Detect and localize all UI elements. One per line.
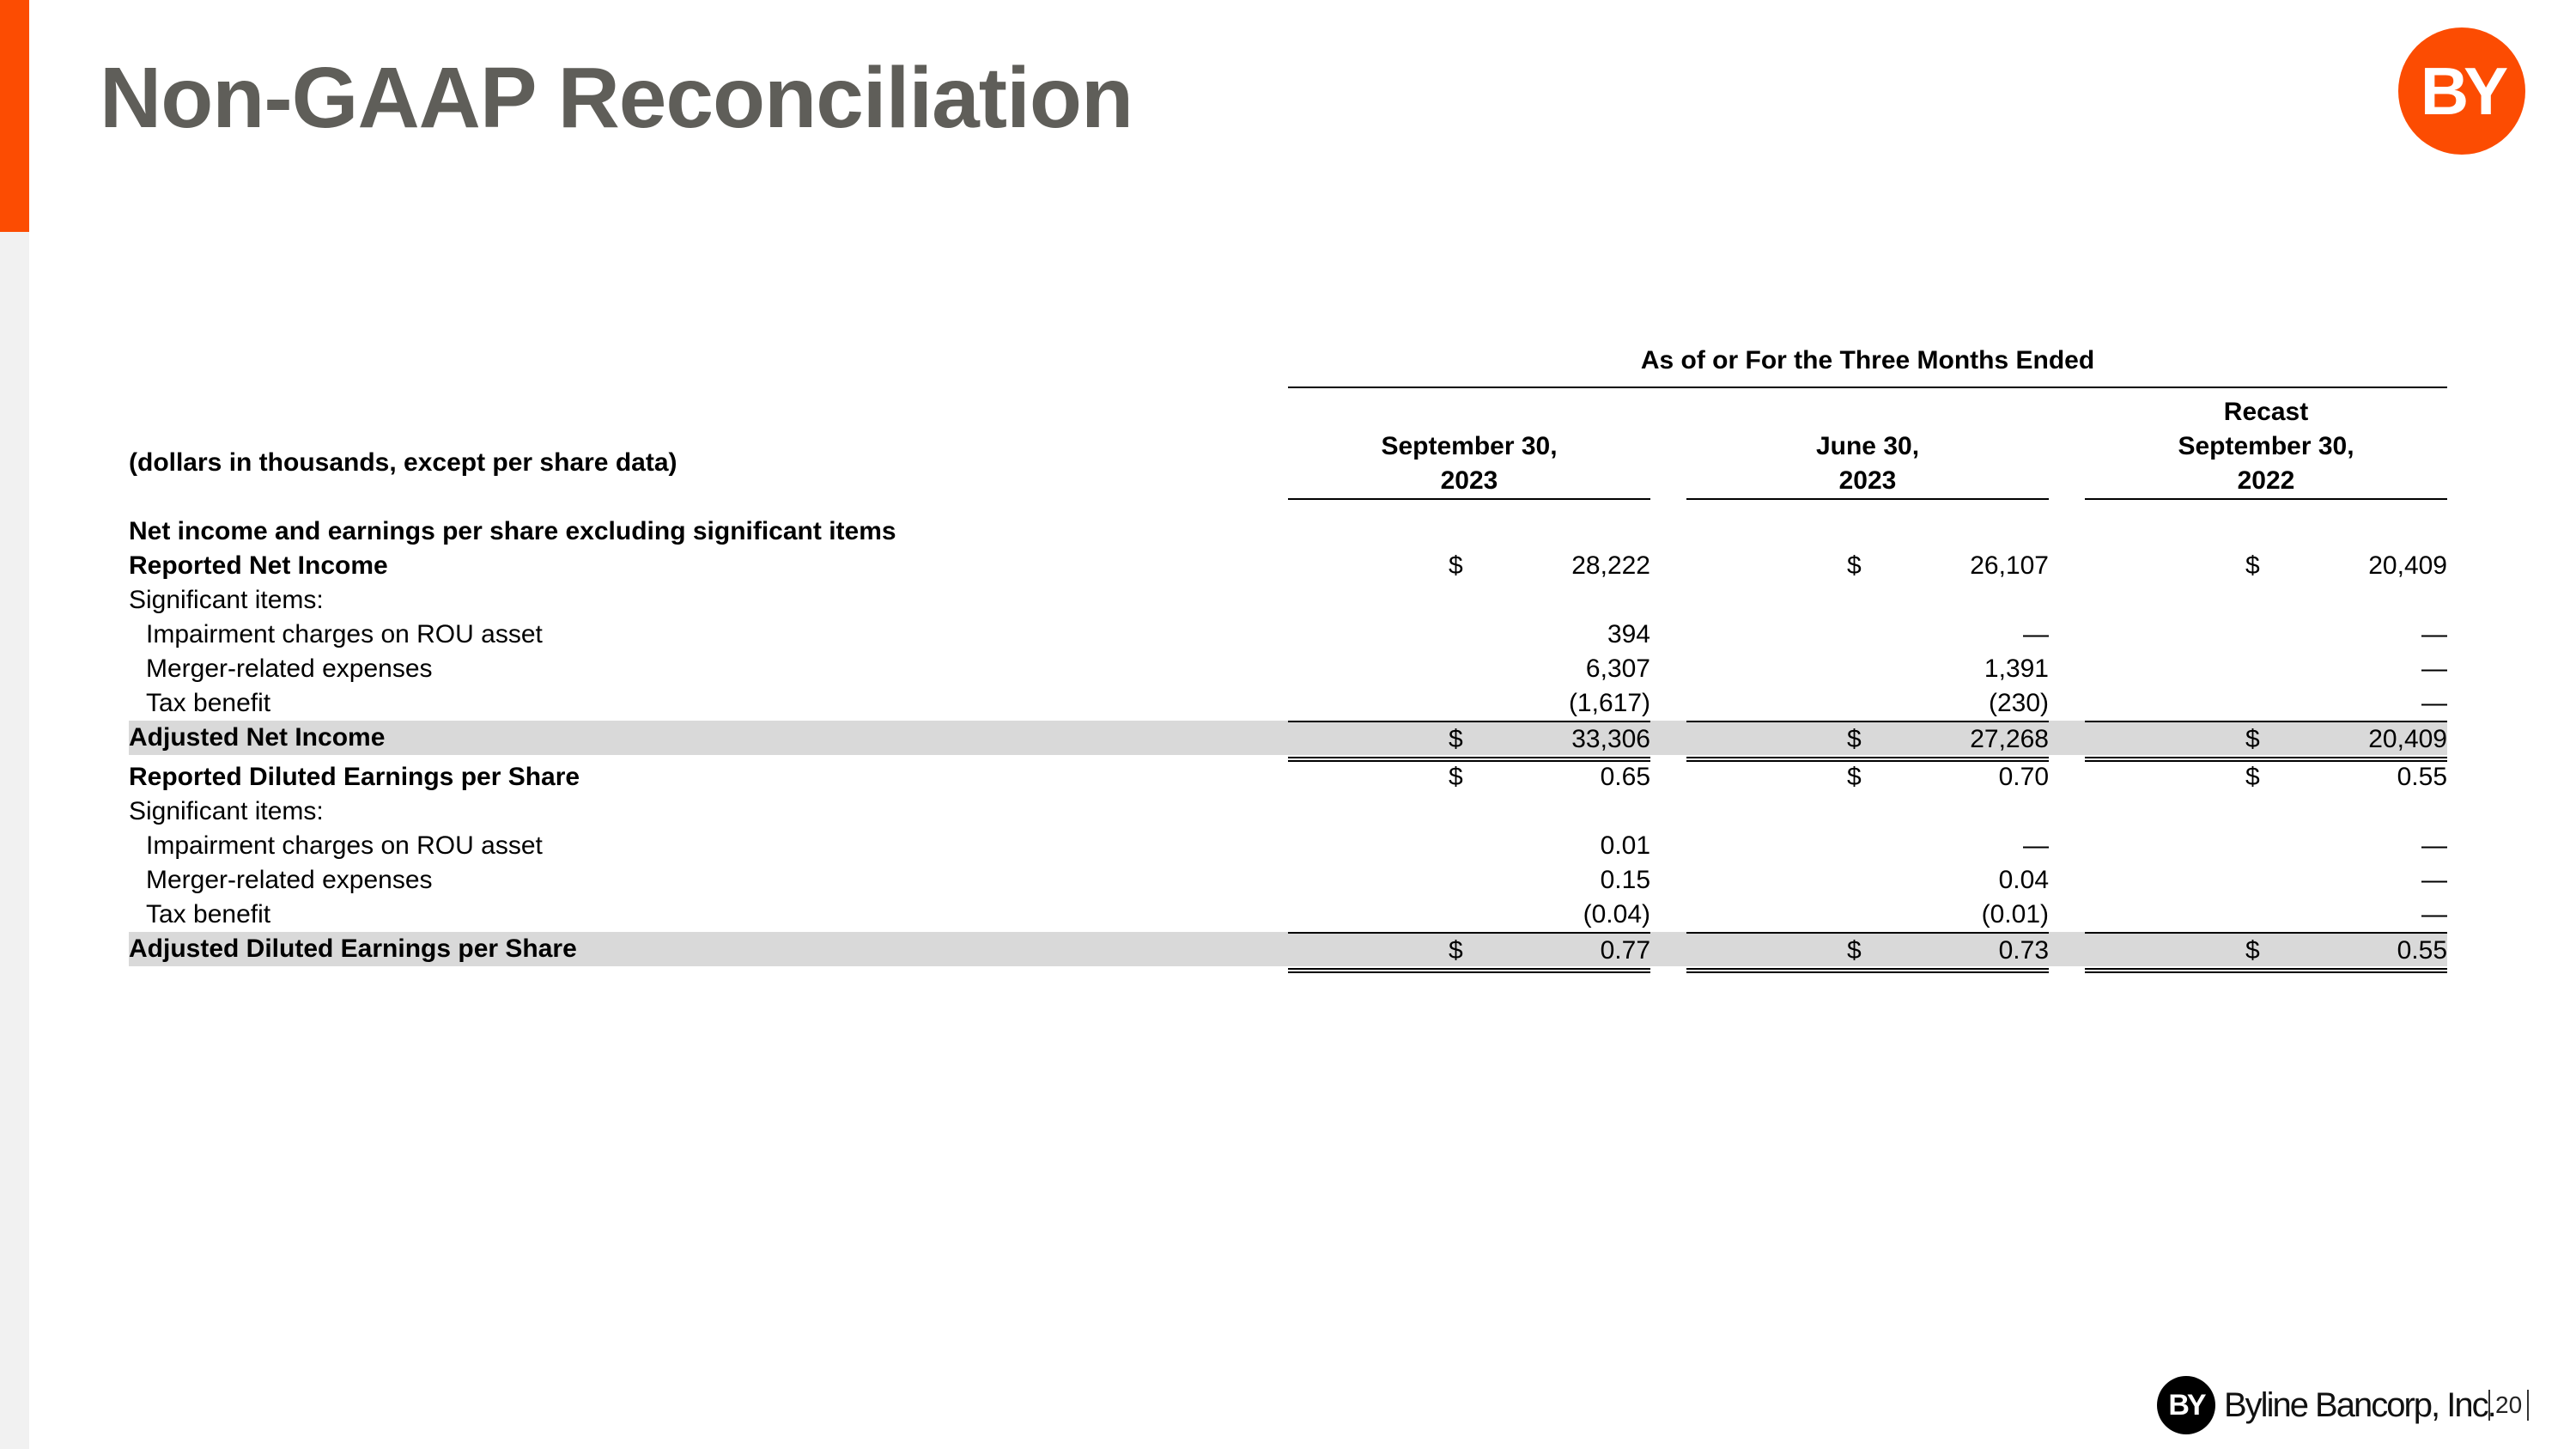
cell-value: 26,107 — [1970, 551, 2049, 580]
cell-value: 28,222 — [1571, 551, 1650, 580]
row-label: Significant items: — [129, 586, 324, 614]
total-row — [129, 932, 2447, 966]
value-cell — [1686, 829, 2049, 863]
column-group-header: As of or For the Three Months Ended — [1288, 344, 2447, 388]
page-title: Non-GAAP Reconciliation — [100, 50, 1133, 146]
value-cell — [2085, 863, 2447, 898]
footer-logo-icon: BY — [2157, 1376, 2215, 1434]
page-number: 20 — [2488, 1390, 2529, 1421]
column-header-line2: 2022 — [2237, 466, 2295, 495]
value-cell — [1288, 549, 1650, 583]
value-cell — [1288, 932, 1650, 973]
table-row — [129, 863, 2447, 898]
cell-value: 0.73 — [1998, 936, 2049, 965]
value-cell — [1288, 686, 1650, 721]
cell-value: 0.77 — [1600, 936, 1650, 965]
value-cell — [1686, 549, 2049, 583]
value-cell — [1686, 618, 2049, 652]
cell-value: (0.01) — [1981, 900, 2049, 928]
left-accent-bar — [0, 0, 29, 232]
row-label: Reported Diluted Earnings per Share — [129, 763, 580, 791]
value-cell — [2085, 932, 2447, 973]
table-row — [129, 583, 2447, 618]
row-label: Impairment charges on ROU asset — [146, 620, 543, 648]
value-cell — [2085, 721, 2447, 762]
column-header-line1: September 30, — [2178, 432, 2354, 460]
column-header-line2: 2023 — [1440, 466, 1498, 495]
table-row — [129, 829, 2447, 863]
column-header-pre: Recast — [2223, 398, 2309, 426]
cell-value: 0.65 — [1600, 763, 1650, 791]
table-row — [129, 795, 2447, 829]
value-cell — [1686, 898, 2049, 932]
currency-symbol: $ — [2245, 725, 2260, 753]
value-cell — [1288, 898, 1650, 932]
cell-value: 20,409 — [2368, 725, 2447, 753]
value-cell — [2085, 618, 2447, 652]
row-label: Tax benefit — [146, 689, 271, 717]
currency-symbol: $ — [1847, 725, 1862, 753]
row-label: Tax benefit — [146, 900, 271, 928]
value-cell — [2085, 898, 2447, 932]
table-row — [129, 514, 2447, 549]
byline-logo-icon: BY — [2398, 27, 2525, 155]
cell-value: — — [2421, 900, 2447, 928]
total-row — [129, 721, 2447, 755]
value-cell — [1288, 829, 1650, 863]
value-cell — [2085, 760, 2447, 795]
table-row — [129, 549, 2447, 583]
currency-symbol: $ — [1449, 725, 1463, 753]
cell-value: 0.15 — [1600, 866, 1650, 894]
currency-symbol: $ — [1449, 936, 1463, 965]
cell-value: — — [2421, 831, 2447, 860]
table-row — [129, 898, 2447, 932]
value-cell — [2085, 829, 2447, 863]
value-cell — [1686, 863, 2049, 898]
cell-value: 20,409 — [2368, 551, 2447, 580]
cell-value: 1,391 — [1984, 654, 2049, 683]
value-cell — [1686, 932, 2049, 973]
cell-value: — — [2421, 654, 2447, 683]
currency-symbol: $ — [1449, 551, 1463, 580]
value-cell — [1288, 618, 1650, 652]
value-cell — [2085, 549, 2447, 583]
currency-symbol: $ — [2245, 936, 2260, 965]
column-header-jun-2023 — [1686, 429, 2049, 500]
cell-value: 0.55 — [2397, 763, 2447, 791]
row-label: Net income and earnings per share excluding significant items — [129, 517, 896, 545]
value-cell — [2085, 686, 2447, 721]
row-label: Adjusted Diluted Earnings per Share — [129, 935, 577, 963]
value-cell — [1686, 721, 2049, 762]
column-header-sep-2023 — [1288, 429, 1650, 500]
row-label: Merger-related expenses — [146, 654, 433, 683]
row-label: Merger-related expenses — [146, 866, 433, 894]
cell-value: 27,268 — [1970, 725, 2049, 753]
value-cell — [1288, 863, 1650, 898]
currency-symbol: $ — [1847, 936, 1862, 965]
value-cell — [1288, 760, 1650, 795]
currency-symbol: $ — [2245, 763, 2260, 791]
cell-value: 0.55 — [2397, 936, 2447, 965]
row-label: Impairment charges on ROU asset — [146, 831, 543, 860]
currency-symbol: $ — [1847, 551, 1862, 580]
cell-value: (230) — [1988, 689, 2049, 717]
cell-value: — — [2421, 866, 2447, 894]
value-cell — [1686, 760, 2049, 795]
cell-value: 6,307 — [1585, 654, 1650, 683]
column-header-sep-2022 — [2085, 395, 2447, 500]
currency-symbol: $ — [1449, 763, 1463, 791]
column-header-line2: 2023 — [1838, 466, 1897, 495]
value-cell — [1686, 686, 2049, 721]
cell-value: 0.01 — [1600, 831, 1650, 860]
table-row — [129, 618, 2447, 652]
cell-value: — — [2023, 620, 2049, 648]
value-cell — [1288, 721, 1650, 762]
table-row — [129, 686, 2447, 721]
row-label: Reported Net Income — [129, 551, 388, 580]
cell-value: 33,306 — [1571, 725, 1650, 753]
cell-value: — — [2023, 831, 2049, 860]
cell-value: (1,617) — [1568, 689, 1650, 717]
cell-value: 394 — [1607, 620, 1650, 648]
column-header-line1: September 30, — [1381, 432, 1558, 460]
table-row — [129, 760, 2447, 795]
currency-symbol: $ — [2245, 551, 2260, 580]
cell-value: 0.70 — [1998, 763, 2049, 791]
footer-company-name: Byline Bancorp, Inc. — [2224, 1386, 2495, 1424]
cell-value: — — [2421, 689, 2447, 717]
cell-value: (0.04) — [1583, 900, 1650, 928]
row-label: Adjusted Net Income — [129, 723, 386, 752]
row-label: Significant items: — [129, 797, 324, 825]
cell-value: — — [2421, 620, 2447, 648]
value-cell — [1288, 652, 1650, 686]
table-row — [129, 652, 2447, 686]
column-header-line1: June 30, — [1815, 432, 1920, 460]
cell-value: 0.04 — [1998, 866, 2049, 894]
value-cell — [1686, 652, 2049, 686]
value-cell — [2085, 652, 2447, 686]
currency-symbol: $ — [1847, 763, 1862, 791]
units-label: (dollars in thousands, except per share data) — [129, 448, 677, 477]
